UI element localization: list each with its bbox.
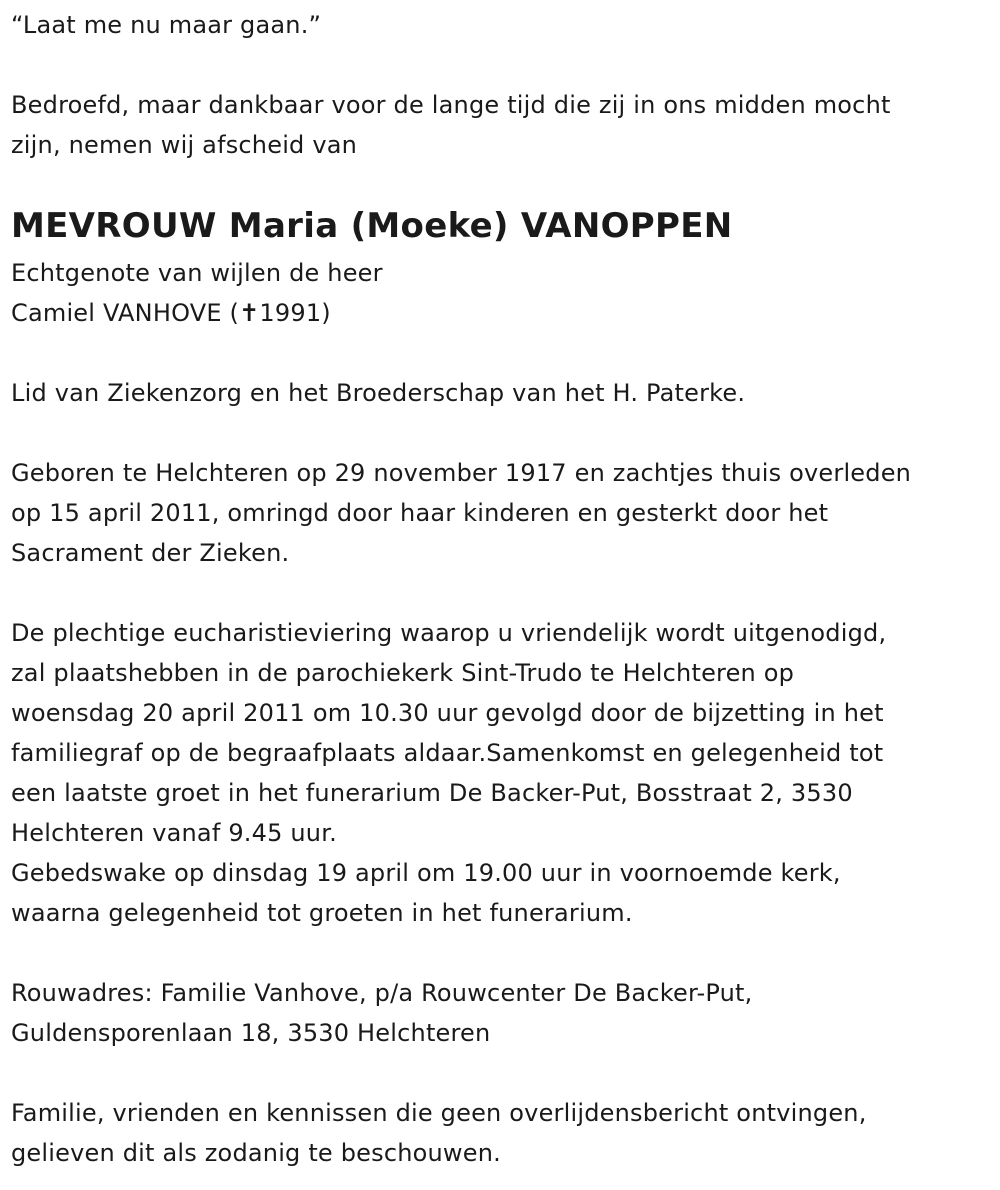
ceremony-line-3: woensdag 20 april 2011 om 10.30 uur gevolgd door de bijzetting in het (11, 699, 884, 727)
ceremony-line-2: zal plaatshebben in de parochiekerk Sint-Trudo te Helchteren op (11, 659, 795, 687)
opening-quote: “Laat me nu maar gaan.” (11, 11, 322, 39)
ceremony-line-4: familiegraf op de begraafplaats aldaar.Samenkomst en gelegenheid tot (11, 739, 884, 767)
intro-line-1: Bedroefd, maar dankbaar voor de lange tijd die zij in ons midden mocht (11, 91, 891, 119)
birth-death-line-3: Sacrament der Zieken. (11, 539, 290, 567)
closing-line-2: gelieven dit als zodanig te beschouwen. (11, 1139, 501, 1167)
ceremony-line-6: Helchteren vanaf 9.45 uur. (11, 819, 337, 847)
address-line-2: Guldensporenlaan 18, 3530 Helchteren (11, 1019, 491, 1047)
deceased-name: MEVROUW Maria (Moeke) VANOPPEN (11, 206, 733, 246)
address-line-1: Rouwadres: Familie Vanhove, p/a Rouwcenter De Backer-Put, (11, 979, 753, 1007)
ceremony-line-1: De plechtige eucharistieviering waarop u vriendelijk wordt uitgenodigd, (11, 619, 887, 647)
ceremony-line-5: een laatste groet in het funerarium De Backer-Put, Bosstraat 2, 3530 (11, 779, 853, 807)
birth-death-line-2: op 15 april 2011, omringd door haar kinderen en gesterkt door het (11, 499, 829, 527)
intro-line-2: zijn, nemen wij afscheid van (11, 131, 358, 159)
spouse-line-2: Camiel VANHOVE (✝1991) (11, 299, 331, 327)
ceremony-line-7: Gebedswake op dinsdag 19 april om 19.00 uur in voornoemde kerk, (11, 859, 841, 887)
birth-death-line-1: Geboren te Helchteren op 29 november 1917 en zachtjes thuis overleden (11, 459, 912, 487)
ceremony-line-8: waarna gelegenheid tot groeten in het funerarium. (11, 899, 633, 927)
closing-line-1: Familie, vrienden en kennissen die geen overlijdensbericht ontvingen, (11, 1099, 867, 1127)
membership-text: Lid van Ziekenzorg en het Broederschap van het H. Paterke. (11, 379, 746, 407)
spouse-line-1: Echtgenote van wijlen de heer (11, 259, 383, 287)
